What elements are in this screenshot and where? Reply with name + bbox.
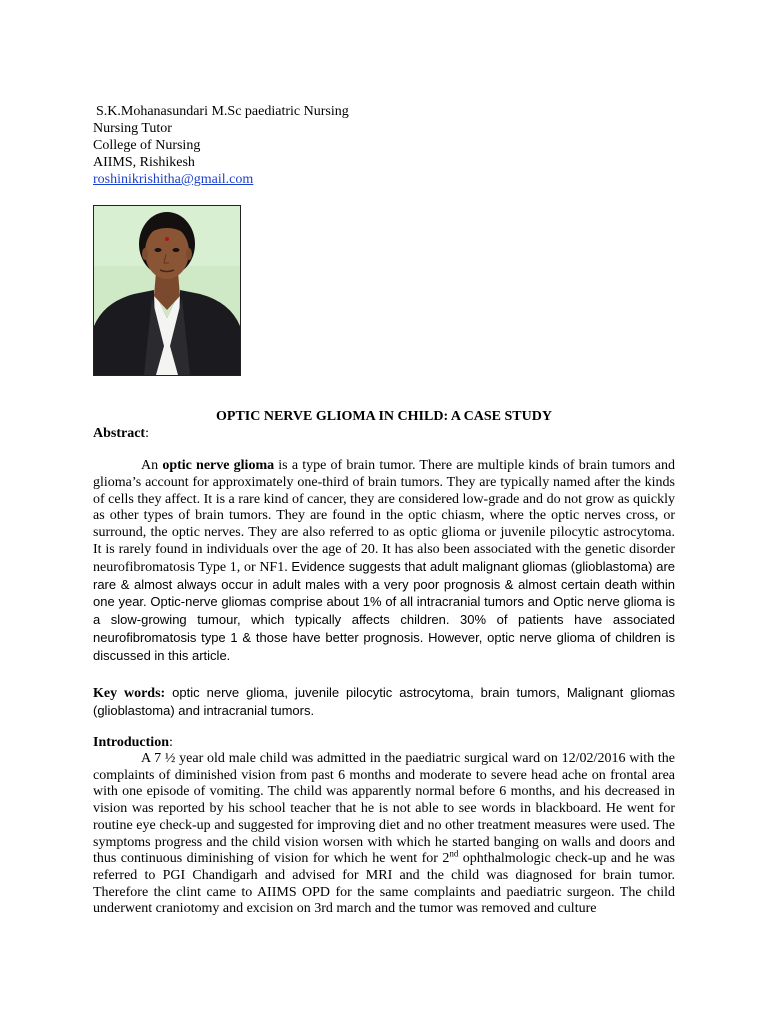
author-institute: AIIMS, Rishikesh <box>93 155 195 170</box>
keywords-label: Key words: <box>93 686 166 701</box>
author-photo <box>93 205 241 376</box>
article-title: OPTIC NERVE GLIOMA IN CHILD: A CASE STUDY <box>216 409 552 424</box>
author-designation: Nursing Tutor <box>93 121 172 136</box>
author-name: S.K.Mohanasundari M.Sc paediatric Nursing <box>96 104 349 119</box>
keywords-paragraph: Key words: optic nerve glioma, juvenile pilocytic astrocytoma, brain tumors, Malignant gliomas (glioblastoma) and intracranial tumors. <box>93 685 676 718</box>
author-email-link[interactable]: roshinikrishitha@gmail.com <box>93 172 254 187</box>
abstract-heading: Abstract: <box>93 426 149 441</box>
author-block <box>93 103 349 188</box>
introduction-paragraph: A 7 ½ year old male child was admitted in the paediatric surgical ward on 12/02/2016 with the complaints of diminished vision from past 6 months and moderate to severe head ache on frontal area with one episode of vomiting. The child was apparently normal before 6 months, and his decreased in vision was reported by his school teacher that he is not able to see words in blackboard. He went for routine eye check-up and suggested for improving diet and no other treatment measures were used. The symptoms progress and the child vision worsen with which he started banging on walls and doors and thus continuous diminishing of vision for which he went for 2nd ophthalmologic check-up and he was referred to PGI Chandigarh and advised for MRI and the child was diagnosed for brain tumor. Therefore the clint came to AIIMS OPD for the same complaints and paediatric surgeon. The child underwent craniotomy and excision on 3rd march and the tumor was removed and culture <box>93 751 675 917</box>
abstract-paragraph: An optic nerve glioma is a type of brain tumor. There are multiple kinds of brain tumors and glioma’s account for approximately one-third of brain tumors. They are typically named after the kinds of cells they affect. It is a rare kind of cancer, they are considered low-grade and do not grow as quickly as other types of brain tumors. They are found in the optic chiasm, where the optic nerves cross, or surround, the optic nerves. They are also referred to as optic glioma or juvenile pilocytic astrocytoma. It is rarely found in individuals over the age of 20. It has also been associated with the genetic disorder neurofibromatosis Type 1, or NF1. Evidence suggests that adult malignant gliomas (glioblastoma) are rare & almost always occur in adult males with a very poor prognosis & almost certain death within one year. Optic-nerve gliomas comprise about 1% of all intracranial tumors and Optic nerve glioma is a slow-growing tumour, which typically affects children. 30% of patients have associated neurofibromatosis type 1 & those have better prognosis. However, optic nerve glioma of children is discussed in this article. <box>93 458 676 663</box>
author-college: College of Nursing <box>93 138 201 153</box>
abstract-bold-term: optic nerve glioma <box>162 458 275 473</box>
introduction-heading: Introduction: <box>93 735 173 750</box>
